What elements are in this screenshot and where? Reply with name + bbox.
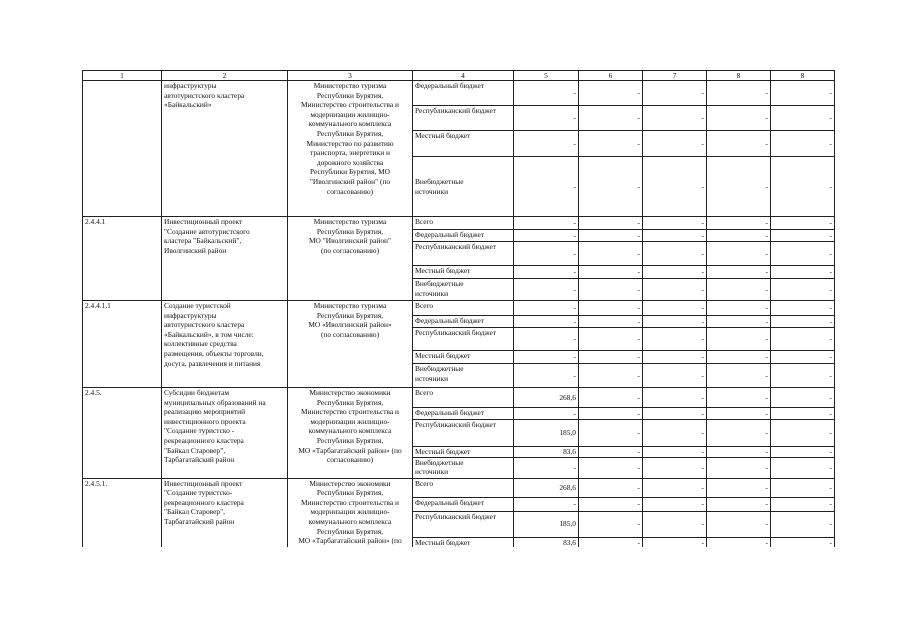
value-cell: - [771,301,835,316]
value-cell: - [643,364,707,388]
column-header: 5 [514,71,579,81]
value-cell: - [643,408,707,420]
column-header: 8 [771,71,835,81]
value-cell: - [771,131,835,157]
value-cell: - [579,388,643,408]
value-cell: - [771,81,835,106]
row-name: Инвестиционный проект "Создание туристско- рекреационного кластера "Байкал Старовер", Тарбагатайский район [162,478,288,547]
funding-source: Всего [413,301,514,316]
value-cell: - [643,447,707,458]
value-cell: - [771,537,835,547]
funding-source: Местный бюджет [413,266,514,279]
value-cell: - [514,157,579,217]
value-cell: - [771,364,835,388]
funding-source: Местный бюджет [413,447,514,458]
value-cell: - [514,497,579,511]
value-cell: - [643,388,707,408]
value-cell: - [707,420,771,447]
funding-source: Федеральный бюджет [413,230,514,242]
table-row [83,388,835,408]
value-cell: - [579,106,643,131]
value-cell: 83,6 [514,537,579,547]
value-cell: - [643,217,707,230]
value-cell: - [643,157,707,217]
column-header: 3 [288,71,413,81]
header-row [83,71,835,81]
value-cell: - [579,351,643,364]
value-cell: - [707,230,771,242]
value-cell: - [643,478,707,497]
value-cell: 268,6 [514,388,579,408]
table-row [83,217,835,230]
funding-source: Республиканский бюджет [413,106,514,131]
value-cell: - [514,81,579,106]
value-cell: - [707,537,771,547]
funding-source: Внебюджетные источники [413,157,514,217]
funding-source: Республиканский бюджет [413,420,514,447]
column-header: 7 [643,71,707,81]
column-header: 2 [162,71,288,81]
value-cell: - [643,279,707,301]
value-cell: 83,6 [514,447,579,458]
funding-source: Федеральный бюджет [413,408,514,420]
value-cell: - [707,447,771,458]
funding-source: Всего [413,217,514,230]
value-cell: 185,0 [514,511,579,537]
row-name: инфраструктуры автотуристского кластера «Байкальский» [162,81,288,217]
funding-source: Местный бюджет [413,131,514,157]
value-cell: - [579,266,643,279]
value-cell: - [707,511,771,537]
value-cell: - [707,328,771,351]
value-cell: - [771,408,835,420]
value-cell: - [771,447,835,458]
value-cell: - [707,131,771,157]
value-cell: - [707,217,771,230]
column-header: 4 [413,71,514,81]
value-cell: - [707,478,771,497]
table-row [83,301,835,316]
value-cell: - [579,157,643,217]
value-cell: - [771,497,835,511]
value-cell: - [771,511,835,537]
funding-source: Внебюджетные источники [413,279,514,301]
value-cell: - [643,497,707,511]
value-cell: - [514,131,579,157]
column-header: 8 [707,71,771,81]
value-cell: - [579,420,643,447]
table-row [83,81,835,106]
value-cell: - [771,388,835,408]
value-cell: - [643,457,707,478]
value-cell: - [579,537,643,547]
value-cell: - [514,408,579,420]
value-cell: - [771,279,835,301]
value-cell: - [579,447,643,458]
funding-source: Внебюджетные источники [413,364,514,388]
value-cell: - [707,364,771,388]
value-cell: - [643,242,707,266]
value-cell: - [643,81,707,106]
value-cell: - [643,537,707,547]
value-cell: - [707,242,771,266]
value-cell: - [771,106,835,131]
funding-source: Республиканский бюджет [413,511,514,537]
funding-source: Республиканский бюджет [413,242,514,266]
funding-source: Федеральный бюджет [413,316,514,328]
value-cell: - [771,328,835,351]
value-cell: - [643,131,707,157]
budget-table [82,70,835,547]
value-cell: - [771,217,835,230]
value-cell: - [707,301,771,316]
value-cell: - [771,351,835,364]
value-cell: - [771,266,835,279]
value-cell: - [643,420,707,447]
column-header: 1 [83,71,162,81]
value-cell: - [579,242,643,266]
row-executor: Министерство экономики Республики Бурятия, Министерство строительства и модернизации жилищно- коммунального комплекса Республики Бурятия, МО «Тарбагатайский район» (по согласованию) [288,388,413,479]
row-code: 2.4.4.1 [83,217,162,301]
value-cell: - [579,511,643,537]
funding-source: Местный бюджет [413,351,514,364]
row-executor: Министерство туризма Республики Бурятия, МО "Иволгинский район" (по согласованию) [288,217,413,301]
value-cell: - [579,81,643,106]
value-cell: - [514,106,579,131]
value-cell: - [514,230,579,242]
value-cell: - [643,266,707,279]
value-cell: - [771,157,835,217]
value-cell: - [643,301,707,316]
value-cell: - [771,316,835,328]
funding-source: Внебюджетные источники [413,457,514,478]
value-cell: - [579,301,643,316]
value-cell: - [707,157,771,217]
row-executor: Министерство экономики Республики Бурятия, Министерство строительства и модернизации жилищно- коммунального комплекса Республики Бурятия, МО «Тарбагатайский район» (по [288,478,413,547]
funding-source: Местный бюджет [413,537,514,547]
funding-source: Всего [413,388,514,408]
value-cell: - [579,478,643,497]
value-cell: - [579,497,643,511]
row-code [83,81,162,217]
funding-source: Всего [413,478,514,497]
value-cell: - [707,388,771,408]
value-cell: - [579,131,643,157]
value-cell: - [514,242,579,266]
value-cell: - [707,408,771,420]
value-cell: - [771,230,835,242]
value-cell: - [579,217,643,230]
value-cell: - [707,497,771,511]
value-cell: - [579,328,643,351]
table-row [83,478,835,497]
value-cell: - [707,316,771,328]
value-cell: - [707,279,771,301]
value-cell: - [514,266,579,279]
funding-source: Федеральный бюджет [413,81,514,106]
value-cell: - [579,364,643,388]
value-cell: - [579,316,643,328]
funding-source: Федеральный бюджет [413,497,514,511]
funding-source: Республиканский бюджет [413,328,514,351]
row-name: Создание туристской инфраструктуры автотуристского кластера «Байкальский», в том числе: коллективные средства размещения, объекты торговли, досуга, развлечения и питания [162,301,288,388]
value-cell: - [514,328,579,351]
value-cell: - [707,81,771,106]
row-code: 2.4.5.1. [83,478,162,547]
value-cell: - [643,328,707,351]
row-code: 2.4.5. [83,388,162,479]
value-cell: - [643,316,707,328]
row-code: 2.4.4.1.1 [83,301,162,388]
value-cell: - [579,457,643,478]
value-cell: 268,6 [514,478,579,497]
value-cell: - [643,106,707,131]
value-cell: - [514,364,579,388]
value-cell: - [643,230,707,242]
column-header: 6 [579,71,643,81]
value-cell: - [707,457,771,478]
value-cell: - [579,408,643,420]
value-cell: - [707,106,771,131]
row-executor: Министерство туризма Республики Бурятия, МО «Иволгинский район» (по согласованию) [288,301,413,388]
value-cell: - [514,316,579,328]
row-executor: Министерство туризма Республики Бурятия, Министерство строительства и модернизации жилищно- коммунального комплекса Республики Бурятия, Министерство по развитию транспорта, энергетики и дорожного хозяйства Республики Бурятия, МО "Иволгинский район" (по согласованию) [288,81,413,217]
value-cell: - [514,457,579,478]
value-cell: - [771,457,835,478]
value-cell: - [707,351,771,364]
value-cell: - [514,351,579,364]
row-name: Субсидии бюджетам муниципальных образований на реализацию мероприятий инвестиционного проекта "Создание туристско - рекреационного кластера "Байкал Староверˮ, Тарбагатайский район [162,388,288,479]
row-name: Инвестиционный проект "Создание автотуристского кластера "Байкальский", Иволгинский район [162,217,288,301]
value-cell: - [579,230,643,242]
value-cell: - [579,279,643,301]
value-cell: 185,0 [514,420,579,447]
value-cell: - [514,279,579,301]
value-cell: - [643,511,707,537]
value-cell: - [771,420,835,447]
value-cell: - [771,478,835,497]
value-cell: - [514,217,579,230]
value-cell: - [707,266,771,279]
value-cell: - [643,351,707,364]
value-cell: - [771,242,835,266]
value-cell: - [514,301,579,316]
